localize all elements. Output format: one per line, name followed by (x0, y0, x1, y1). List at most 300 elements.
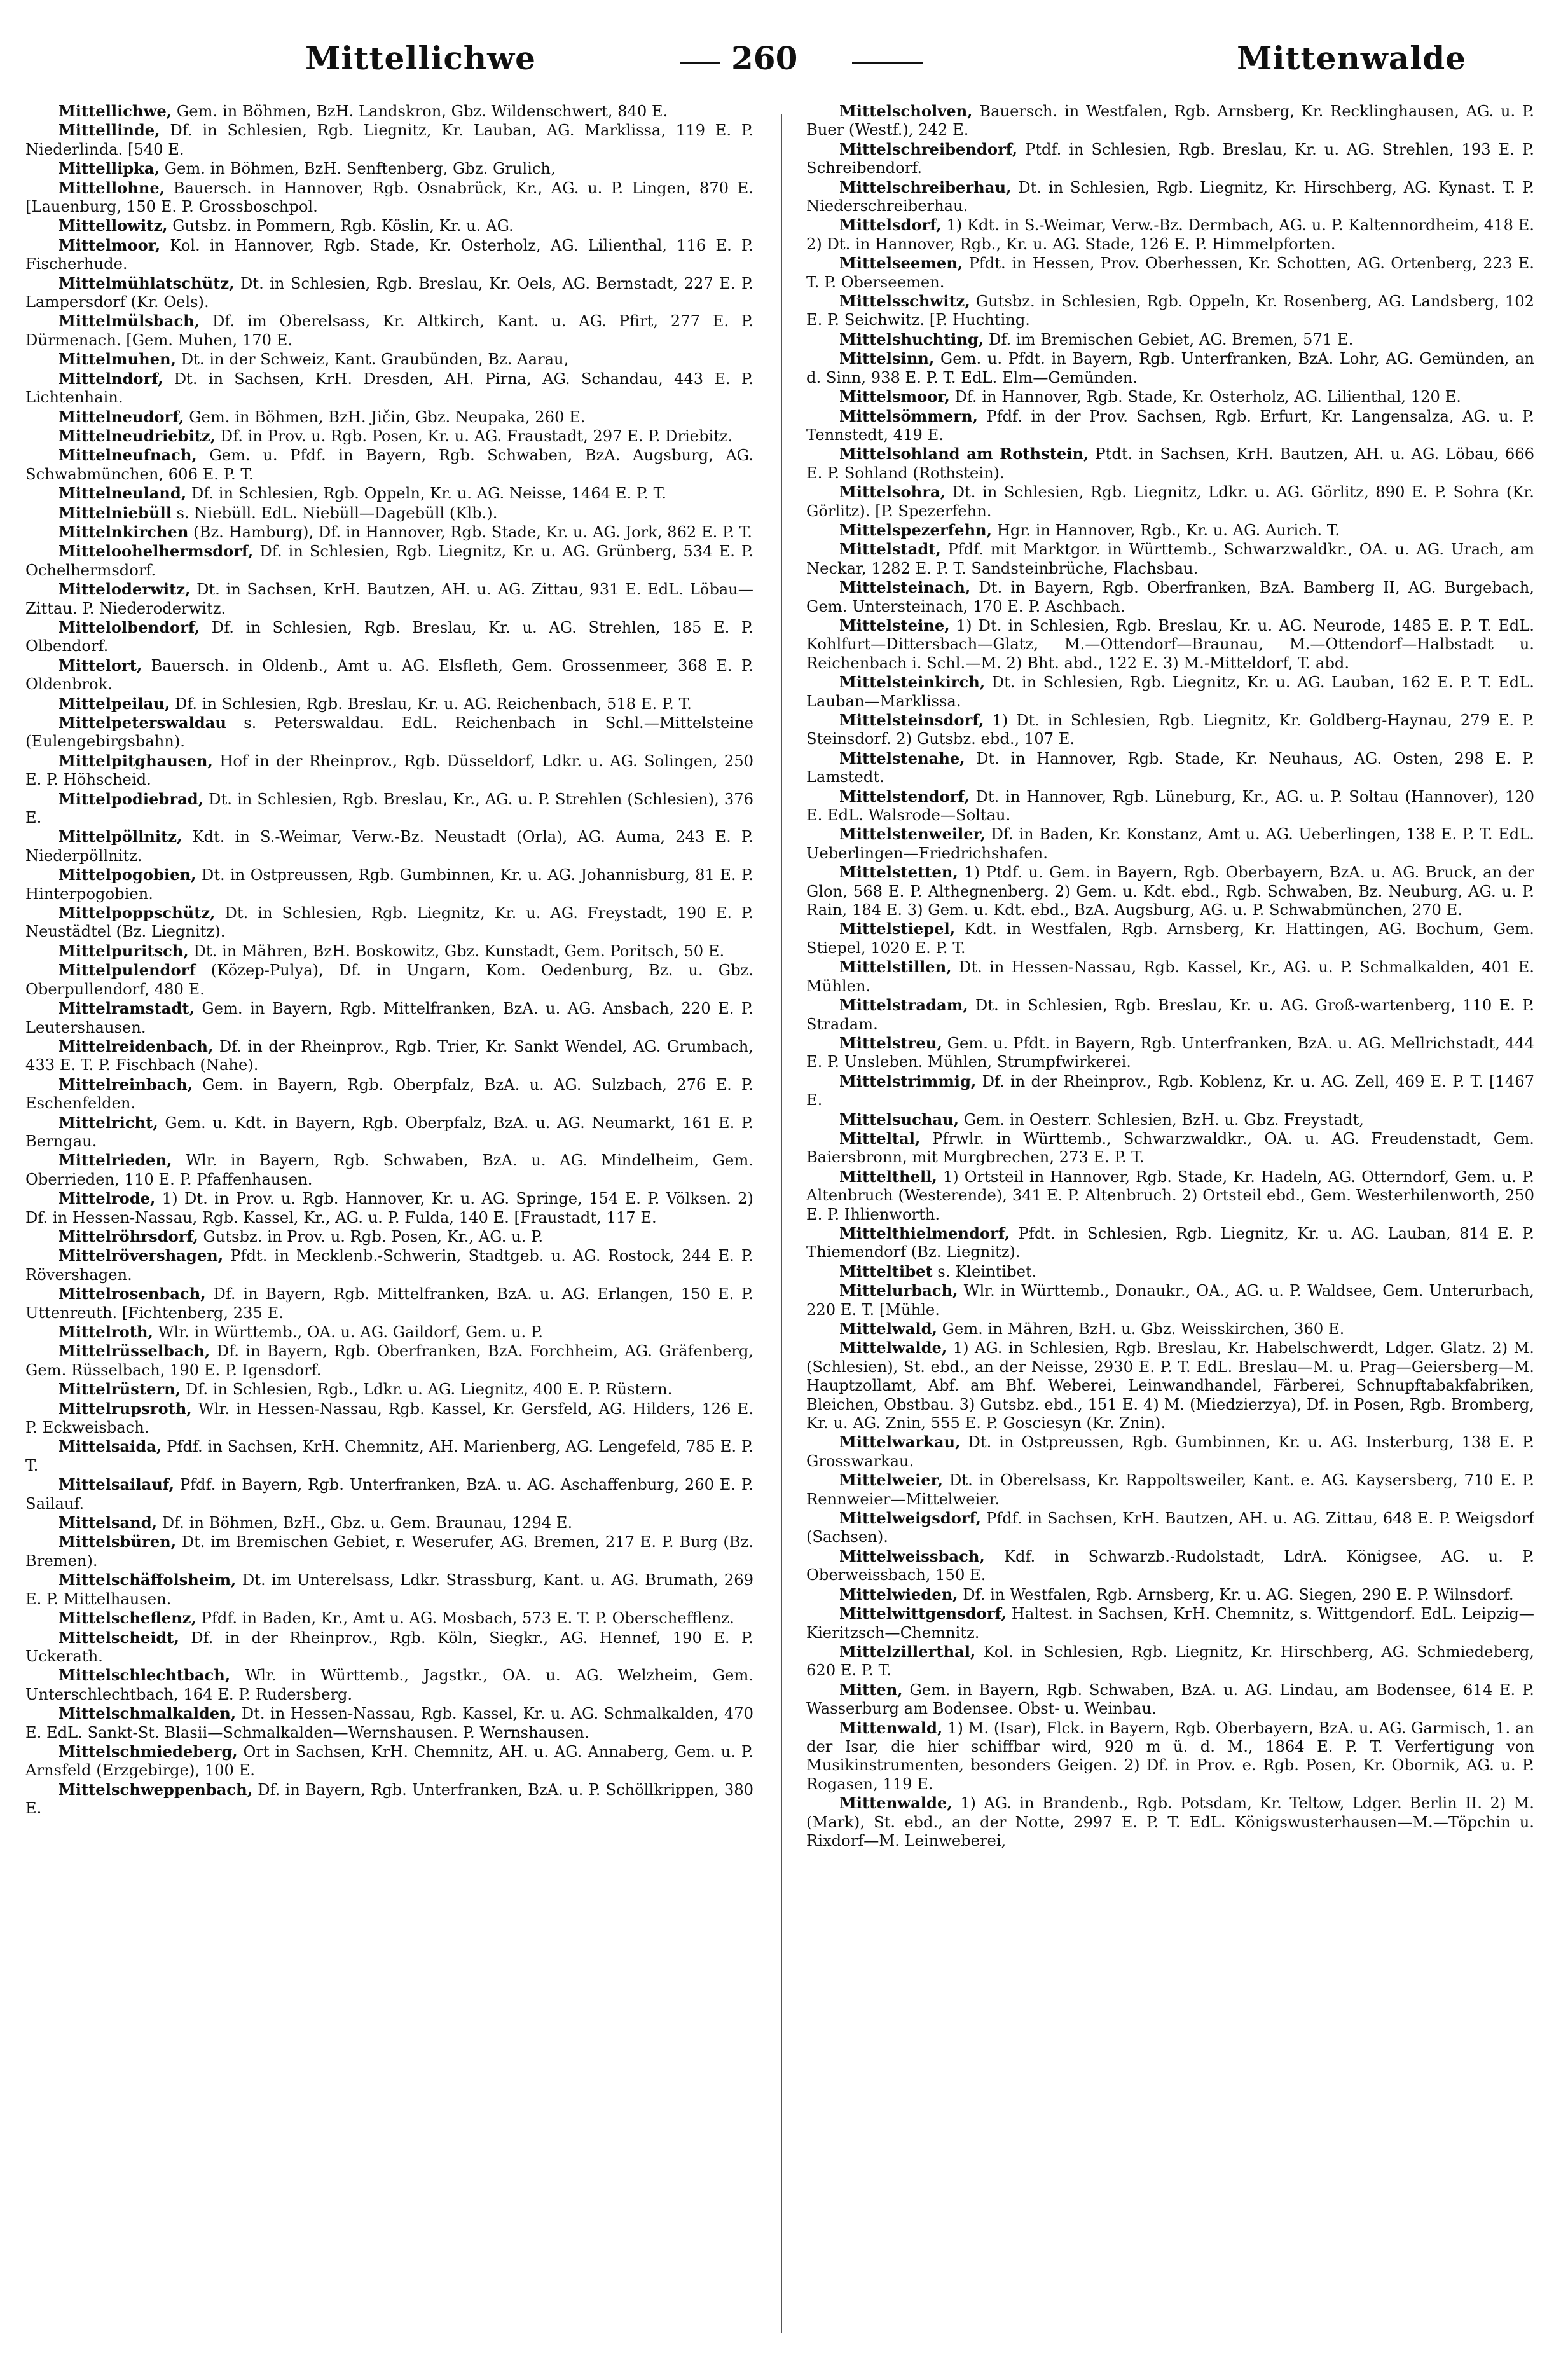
entry-headword: Mittelsdorf, (839, 216, 942, 235)
entry-headword: Mittelröhrsdorf, (58, 1227, 198, 1246)
entry-headword: Mittelrode, (58, 1189, 156, 1208)
entry-headword: Mittelweier, (839, 1471, 944, 1490)
gazetteer-entry (806, 1224, 1534, 1262)
entry-headword: Mittelscheidt, (58, 1628, 179, 1647)
gazetteer-entry (806, 996, 1534, 1034)
entry-headword: Mittelrövershagen, (58, 1246, 224, 1265)
entry-headword: Mittelshuchting, (839, 329, 984, 348)
gazetteer-entry (806, 292, 1534, 330)
gazetteer-entry (25, 1704, 753, 1742)
entry-headword: Mittelneufnach, (58, 446, 197, 465)
entry-text: Dt. in Ostpreussen, Rgb. Gumbinnen, Kr. u. AG. Insterburg, 138 E. P. Grosswarkau. (806, 1433, 1534, 1470)
gazetteer-entry (806, 521, 1534, 540)
entry-text: Df. in Baden, Kr. Konstanz, Amt u. AG. Ueberlingen, 138 E. P. T. EdL. Ueberlingen—Friedrichshafen. (806, 825, 1534, 862)
entry-headword: Mittelreinbach, (58, 1075, 193, 1094)
header-left-keyword: Mittellichwe (305, 39, 536, 77)
entry-headword: Mittelramstadt, (58, 999, 195, 1018)
entry-text: Dt. in Hannover, Rgb. Stade, Kr. Neuhaus, AG. Osten, 298 E. P. Lamstedt. (806, 749, 1534, 787)
gazetteer-entry (806, 1034, 1534, 1072)
entry-text: Dt. in Hannover, Rgb. Lüneburg, Kr., AG. u. P. Soltau (Hannover), 120 E. EdL. Walsrode—Soltau. (806, 787, 1534, 825)
entry-text: Wlr. in Württemb., Donaukr., OA., AG. u. P. Waldsee, Gem. Unterurbach, 220 E. T. [Mühle. (806, 1282, 1534, 1319)
entry-headword: Mittelneuland, (58, 484, 187, 503)
entry-headword: Mittelpogobien, (58, 865, 196, 884)
header-dash-right (852, 62, 923, 64)
entry-headword: Mittelsohra, (839, 483, 946, 502)
entry-headword: Mittellichwe, (58, 102, 172, 120)
entry-text: Df. in Schlesien, Rgb., Ldkr. u. AG. Liegnitz, 400 E. P. Rüstern. (181, 1380, 673, 1399)
gazetteer-entry (806, 1262, 1534, 1281)
gazetteer-entry (806, 1509, 1534, 1547)
entry-text: Df. in der Rheinprov., Rgb. Trier, Kr. Sankt Wendel, AG. Grumbach, 433 E. T. P. Fischbach (Nahe). (25, 1037, 753, 1075)
page-number: 260 (731, 39, 798, 77)
entry-text: Kol. in Schlesien, Rgb. Liegnitz, Kr. Hirschberg, AG. Schmiedeberg, 620 E. P. T. (806, 1642, 1534, 1680)
gazetteer-entry (25, 1189, 753, 1227)
gazetteer-entry (25, 1227, 753, 1246)
entry-text: Dt. in Schlesien, Rgb. Liegnitz, Kr. u. AG. Freystadt, 190 E. P. Neustädtel (Bz. Liegnitz). (25, 904, 753, 941)
gazetteer-entry (806, 1338, 1534, 1433)
entry-text: 1) Dt. in Prov. u. Rgb. Hannover, Kr. u. AG. Springe, 154 E. P. Völksen. 2) Df. in Hessen-Nassau, Rgb. Kassel, Kr., AG. u. P. Fulda, 140 E. [Fraustadt, 117 E. (25, 1190, 753, 1227)
entry-text: Df. in Bayern, Rgb. Unterfranken, BzA. u. P. Schöllkrippen, 380 E. (25, 1780, 753, 1818)
entry-headword: Mittelrüsselbach, (58, 1342, 210, 1361)
entry-headword: Mittelwieden, (839, 1584, 958, 1604)
entry-headword: Mittelpodiebrad, (58, 789, 204, 808)
entry-text: Df. in Schlesien, Rgb. Breslau, Kr. u. AG. Reichenbach, 518 E. P. T. (170, 694, 692, 713)
entry-headword: Mittelzillerthal, (839, 1642, 976, 1661)
entry-text: Df. in Bayern, Rgb. Oberfranken, BzA. Forchheim, AG. Gräfenberg, Gem. Rüsselbach, 190 E. P. Igensdorf. (25, 1342, 753, 1379)
entry-text: Dt. in Hessen-Nassau, Rgb. Kassel, Kr. u. AG. Schmalkalden, 470 E. EdL. Sankt-St. Blasii—Schmalkalden—Wernshausen. P. Wernshausen. (25, 1705, 753, 1742)
gazetteer-entry (25, 1323, 753, 1342)
entry-text: 1) Dt. in Schlesien, Rgb. Breslau, Kr. u. AG. Neurode, 1485 E. P. T. EdL. Kohlfurt—Dittersbach—Glatz, M.—Ottendorf—Braunau, M.—Ottendorf—Halbstadt u. Reichenbach i. Schl.—M. 2) Bht. abd., 122 E. 3) M.-Mitteldorf, T. abd. (806, 616, 1534, 672)
gazetteer-entry (25, 1380, 753, 1399)
gazetteer-entry (25, 865, 753, 904)
entry-headword: Mittelpitghausen, (58, 751, 213, 770)
entry-headword: Mittelmülsbach, (58, 312, 200, 331)
entry-headword: Mittelwald, (839, 1319, 937, 1338)
entry-text: Dt. in Sachsen, KrH. Bautzen, AH. u. AG. Zittau, 931 E. EdL. Löbau—Zittau. P. Niederoderwitz. (25, 581, 753, 617)
gazetteer-entry (806, 254, 1534, 292)
entry-headword: Mittelschreibendorf, (839, 139, 1018, 158)
entry-text: Dt. in Mähren, BzH. Boskowitz, Gbz. Kunstadt, Gem. Poritsch, 50 E. (188, 942, 725, 960)
gazetteer-entry (25, 1151, 753, 1189)
entry-headword: Mittelroth, (58, 1323, 153, 1341)
gazetteer-entry (25, 1342, 753, 1380)
entry-headword: Mittelnkirchen (58, 522, 189, 541)
gazetteer-entry (25, 504, 753, 523)
entry-text: Df. im Bremischen Gebiet, AG. Bremen, 571 E. (984, 330, 1354, 348)
gazetteer-entry (25, 1075, 753, 1113)
entry-text: Df. in Bayern, Rgb. Mittelfranken, BzA. u. AG. Erlangen, 150 E. P. Uttenreuth. [Fichtenberg, 235 E. (25, 1285, 753, 1322)
entry-headword: Mittelstradam, (839, 996, 968, 1015)
gazetteer-entry (806, 1642, 1534, 1680)
entry-text: Hof in der Rheinprov., Rgb. Düsseldorf, Ldkr. u. AG. Solingen, 250 E. P. Höhscheid. (25, 752, 753, 789)
gazetteer-entry (806, 216, 1534, 254)
gazetteer-entry (25, 1532, 753, 1570)
entry-text: Gem. u. Pfdt. in Bayern, Rgb. Unterfranken, BzA. u. AG. Mellrichstadt, 444 E. P. Unsleben. Mühlen, Strumpfwirkerei. (806, 1034, 1534, 1071)
entry-headword: Mittelsmoor, (839, 387, 950, 406)
gazetteer-entry (806, 1110, 1534, 1129)
gazetteer-entry (806, 711, 1534, 749)
gazetteer-entry (25, 1113, 753, 1151)
entry-text: Dt. in Oberelsass, Kr. Rappoltsweiler, Kant. e. AG. Kaysersberg, 710 E. P. Rennweier—Mittelweier. (806, 1471, 1534, 1508)
entry-text: s. Niebüll. EdL. Niebüll—Dagebüll (Klb.). (171, 504, 498, 522)
entry-text: Df. in Hannover, Rgb. Stade, Kr. Osterholz, AG. Lilienthal, 120 E. (949, 388, 1461, 406)
gazetteer-entry (25, 1399, 753, 1438)
entry-headword: Mittelsteinsdorf, (839, 711, 984, 729)
gazetteer-entry (25, 102, 753, 121)
entry-text: Hgr. in Hannover, Rgb., Kr. u. AG. Aurich. T. (992, 521, 1340, 539)
gazetteer-entry (806, 1319, 1534, 1338)
entry-text: Df. im Oberelsass, Kr. Altkirch, Kant. u. AG. Pfirt, 277 E. P. Dürmenach. [Gem. Muhen, 170 E. (25, 312, 753, 349)
gazetteer-entry (806, 349, 1534, 387)
gazetteer-entry (806, 540, 1534, 578)
entry-text: Gem. in Bayern, Rgb. Mittelfranken, BzA. u. AG. Ansbach, 220 E. P. Leutershausen. (25, 1000, 753, 1036)
entry-text: Bauersch. in Hannover, Rgb. Osnabrück, Kr., AG. u. P. Lingen, 870 E. [Lauenburg, 150 E. P. Grossboschpol. (25, 179, 753, 216)
entry-text: Pfdf. in Sachsen, KrH. Bautzen, AH. u. AG. Zittau, 648 E. P. Weigsdorf (Sachsen). (806, 1509, 1534, 1546)
entry-headword: Mittelschmiedeberg, (58, 1742, 238, 1761)
entry-text: 1) Ptdf. u. Gem. in Bayern, Rgb. Oberbayern, BzA. u. AG. Bruck, an der Glon, 568 E. P. Althegnenberg. 2) Gem. u. Kdt. ebd., Rgb. Schwaben, Bz. Neuburg, AG. u. P. Rain, 184 E. 3) Gem. u. Kdt. ebd., BzA. Augsburg, AG. u. P. Schwabmünchen, 270 E. (806, 863, 1534, 919)
entry-text: Dt. in Schlesien, Rgb. Liegnitz, Kr. u. AG. Lauban, 162 E. P. T. EdL. Lauban—Marklissa. (806, 673, 1534, 710)
entry-text: Haltest. in Sachsen, KrH. Chemnitz, s. Wittgendorf. EdL. Leipzig—Kieritzsch—Chemnitz. (806, 1605, 1534, 1642)
gazetteer-entry (806, 578, 1534, 616)
gazetteer-entry (806, 958, 1534, 996)
entry-headword: Mittelstenweiler, (839, 825, 986, 844)
gazetteer-entry (25, 694, 753, 713)
entry-text: Dt. in Schlesien, Rgb. Breslau, Kr. u. AG. Groß-wartenberg, 110 E. P. Stradam. (806, 996, 1534, 1033)
gazetteer-entry (25, 159, 753, 178)
entry-text: Gem. u. Pfdf. in Bayern, Rgb. Schwaben, BzA. Augsburg, AG. Schwabmünchen, 606 E. P. T. (25, 446, 753, 483)
gazetteer-entry (25, 1284, 753, 1323)
entry-headword: Mittelstiepel, (839, 919, 956, 938)
entry-headword: Mittelstillen, (839, 958, 952, 977)
gazetteer-entry (25, 752, 753, 790)
entry-headword: Mittelrüstern, (58, 1380, 181, 1399)
entry-text: Bauersch. in Oldenb., Amt u. AG. Elsfleth, Gem. Grossenmeer, 368 E. P. Oldenbrok. (25, 656, 753, 694)
gazetteer-entry (25, 1609, 753, 1628)
entry-headword: Mittelsteine, (839, 615, 950, 635)
entry-headword: Mittelthell, (839, 1167, 937, 1186)
entry-text: Dt. im Bremischen Gebiet, r. Weserufer, AG. Bremen, 217 E. P. Burg (Bz. Bremen). (25, 1533, 753, 1570)
gazetteer-entry (25, 427, 753, 446)
gazetteer-entry (25, 121, 753, 159)
entry-text: Wlr. in Bayern, Rgb. Schwaben, BzA. u. AG. Mindelheim, Gem. Oberrieden, 110 E. P. Pfaffenhausen. (25, 1151, 753, 1188)
gazetteer-entry (25, 523, 753, 542)
gazetteer-entry (806, 1604, 1534, 1642)
entry-text: Gutsbz. in Pommern, Rgb. Köslin, Kr. u. AG. (167, 217, 514, 235)
entry-headword: Mittelstadt, (839, 540, 941, 559)
entry-text: 1) M. (Isar), Flck. in Bayern, Rgb. Oberbayern, BzA. u. AG. Garmisch, 1. an der Isar, die hier schiffbar wird, 920 m ü. d. M., 1864 E. P. T. Verfertigung von Musikinstrumenten, besonders Geigen. 2) Df. in Prov. e. Rgb. Posen, Kr. Obornik, AG. u. P. Rogasen, 119 E. (806, 1719, 1534, 1793)
entry-text: Ptdf. in Schlesien, Rgb. Breslau, Kr. u. AG. Strehlen, 193 E. P. Schreibendorf. (806, 140, 1534, 177)
entry-text: Ptdt. in Sachsen, KrH. Bautzen, AH. u. AG. Löbau, 666 E. P. Sohland (Rothstein). (806, 445, 1534, 482)
entry-headword: Mittelsand, (58, 1513, 158, 1532)
entry-text: Gutsbz. in Schlesien, Rgb. Oppeln, Kr. Rosenberg, AG. Landsberg, 102 E. P. Seichwitz. [P. Huchting. (806, 292, 1534, 329)
gazetteer-entry (806, 787, 1534, 825)
entry-text: 1) Dt. in Schlesien, Rgb. Liegnitz, Kr. Goldberg-Haynau, 279 E. P. Steinsdorf. 2) Gutsbz. ebd., 107 E. (806, 711, 1534, 748)
entry-headword: Mitten, (839, 1680, 903, 1699)
entry-text: Ort in Sachsen, KrH. Chemnitz, AH. u. AG. Annaberg, Gem. u. P. Arnsfeld (Erzgebirge), 100 E. (25, 1742, 753, 1780)
gazetteer-entry (25, 236, 753, 274)
entry-text: Gem. in Böhmen, BzH. Senftenberg, Gbz. Grulich, (160, 160, 556, 178)
entry-headword: Mittelstrimmig, (839, 1071, 977, 1090)
entry-headword: Mittelpuritsch, (58, 941, 189, 960)
gazetteer-entry (25, 408, 753, 427)
entry-headword: Mittellinde, (58, 121, 160, 140)
entry-text: Df. in Schlesien, Rgb. Breslau, Kr. u. AG. Strehlen, 185 E. P. Olbendorf. (25, 618, 753, 656)
entry-headword: Mittelrosenbach, (58, 1284, 206, 1303)
entry-headword: Mittelneudorf, (58, 407, 184, 426)
gazetteer-entry (25, 1037, 753, 1075)
gazetteer-entry (25, 656, 753, 694)
entry-headword: Mittellohne, (58, 178, 165, 197)
entry-text: Dt. in Schlesien, Rgb. Breslau, Kr., AG. u. P. Strehlen (Schlesien), 376 E. (25, 790, 753, 827)
gazetteer-entry (806, 1281, 1534, 1319)
entry-text: Wlr. in Hessen-Nassau, Rgb. Kassel, Kr. Gersfeld, AG. Hilders, 126 E. P. Eckweisbach. (25, 1399, 753, 1437)
entry-headword: Mittelsuchau, (839, 1110, 959, 1129)
gazetteer-entry (25, 961, 753, 999)
entry-headword: Mittelrieden, (58, 1151, 172, 1170)
entry-headword: Mitteltibet (839, 1261, 933, 1281)
gazetteer-entry (25, 580, 753, 618)
entry-headword: Mittelseemen, (839, 254, 963, 273)
entry-headword: Mittelort, (58, 656, 142, 675)
entry-text: (Közep-Pulya), Df. in Ungarn, Kom. Oedenburg, Bz. u. Gbz. Oberpullendorf, 480 E. (25, 961, 753, 998)
entry-headword: Mittelwittgensdorf, (839, 1604, 1007, 1623)
entry-text: Dt. in Schlesien, Rgb. Liegnitz, Ldkr. u. AG. Görlitz, 890 E. P. Sohra (Kr. Görlitz). [P. Spezerfehn. (806, 483, 1534, 520)
gazetteer-entry (806, 178, 1534, 216)
gazetteer-entry (25, 1475, 753, 1513)
entry-headword: Mittelscholven, (839, 102, 973, 120)
gazetteer-entry (25, 484, 753, 503)
entry-text: Pfdf. in Bayern, Rgb. Unterfranken, BzA. u. AG. Aschaffenburg, 260 E. P. Sailauf. (25, 1476, 753, 1513)
entry-headword: Mittelstendorf, (839, 787, 970, 806)
entry-text: Pfdf. in der Prov. Sachsen, Rgb. Erfurt, Kr. Langensalza, AG. u. P. Tennstedt, 419 E. (806, 407, 1534, 444)
entry-text: Dt. in Ostpreussen, Rgb. Gumbinnen, Kr. u. AG. Johannisburg, 81 E. P. Hinterpogobien. (25, 866, 753, 903)
gazetteer-entry (806, 1794, 1534, 1850)
entry-text: Dt. in Hessen-Nassau, Rgb. Kassel, Kr., AG. u. P. Schmalkalden, 401 E. Mühlen. (806, 958, 1534, 995)
gazetteer-entry (806, 616, 1534, 673)
entry-headword: Mittelpoppschütz, (58, 904, 216, 923)
gazetteer-entry (25, 1780, 753, 1818)
gazetteer-entry (25, 713, 753, 752)
entry-text: s. Kleintibet. (932, 1262, 1037, 1281)
entry-text: Gem. in Böhmen, BzH. Landskron, Gbz. Wildenschwert, 840 E. (172, 102, 668, 120)
gazetteer-entry (806, 1167, 1534, 1224)
entry-text: Pfdt. in Schlesien, Rgb. Liegnitz, Kr. u. AG. Lauban, 814 E. P. Thiemendorf (Bz. Liegnitz). (806, 1224, 1534, 1261)
gazetteer-entry (25, 274, 753, 312)
entry-text: Pfdt. in Hessen, Prov. Oberhessen, Kr. Schotten, AG. Ortenberg, 223 E. T. P. Oberseemen. (806, 254, 1534, 291)
entry-text: Kdt. in S.-Weimar, Verw.-Bz. Neustadt (Orla), AG. Auma, 243 E. P. Niederpöllnitz. (25, 828, 753, 865)
entry-text: (Bz. Hamburg), Df. in Hannover, Rgb. Stade, Kr. u. AG. Jork, 862 E. P. T. (188, 523, 752, 541)
entry-text: Dt. in der Schweiz, Kant. Graubünden, Bz. Aarau, (176, 350, 569, 369)
gazetteer-entry (25, 1437, 753, 1475)
entry-headword: Mittelschmalkalden, (58, 1704, 237, 1723)
entry-headword: Mittelspezerfehn, (839, 520, 993, 539)
gazetteer-entry (25, 1570, 753, 1609)
entry-headword: Mittellowitz, (58, 216, 168, 235)
gazetteer-entry (806, 1585, 1534, 1604)
entry-text: 1) AG. in Brandenb., Rgb. Potsdam, Kr. Teltow, Ldger. Berlin II. 2) M. (Mark), St. ebd., an der Notte, 2997 E. P. T. EdL. Königswusterhausen—M.—Töpchin u. Rixdorf—M. Leinweberei, (806, 1794, 1534, 1850)
entry-headword: Mittelsömmern, (839, 406, 978, 425)
entry-headword: Mittelweissbach, (839, 1546, 985, 1565)
entry-headword: Mittelmoor, (58, 235, 161, 254)
entry-text: Df. in Schlesien, Rgb. Liegnitz, Kr. u. AG. Grünberg, 534 E. P. Ochelhermsdorf. (25, 542, 753, 579)
entry-headword: Mittelschweppenbach, (58, 1780, 253, 1799)
gazetteer-entry (25, 1246, 753, 1284)
entry-headword: Mittellipka, (58, 159, 160, 178)
entry-text: Bauersch. in Westfalen, Rgb. Arnsberg, Kr. Recklinghausen, AG. u. P. Buer (Westf.), 242 E. (806, 102, 1534, 139)
entry-headword: Mittelsschwitz, (839, 292, 970, 311)
entry-text: Gem. in Bayern, Rgb. Oberpfalz, BzA. u. AG. Sulzbach, 276 E. P. Eschenfelden. (25, 1075, 753, 1113)
entry-headword: Mittelsinn, (839, 349, 935, 368)
entry-text: Df. in der Rheinprov., Rgb. Koblenz, Kr. u. AG. Zell, 469 E. P. T. [1467 E. (806, 1072, 1534, 1110)
entry-headword: Mittelreidenbach, (58, 1036, 214, 1055)
entry-headword: Mittelstenahe, (839, 748, 965, 767)
entry-text: Df. in der Rheinprov., Rgb. Köln, Siegkr., AG. Hennef, 190 E. P. Uckerath. (25, 1628, 753, 1665)
page-header (45, 39, 1523, 90)
entry-headword: Mittelmuhen, (58, 350, 177, 369)
entry-text: Gem. in Mähren, BzH. u. Gbz. Weisskirchen, 360 E. (937, 1320, 1345, 1338)
entry-text: 1) Ortsteil in Hannover, Rgb. Stade, Kr. Hadeln, AG. Otterndorf, Gem. u. P. Altenbruch (Westerende), 341 E. P. Altenbruch. 2) Ortsteil ebd., Gem. Westerhilenworth, 250 E. P. Ihlienworth. (806, 1167, 1534, 1223)
entry-headword: Mittelsaida, (58, 1437, 162, 1456)
entry-headword: Mitteltal, (839, 1129, 921, 1148)
entry-text: Wlr. in Württemb., OA. u. AG. Gaildorf, Gem. u. P. (153, 1323, 543, 1341)
gazetteer-entry (806, 1433, 1534, 1471)
entry-text: Gem. u. Kdt. in Bayern, Rgb. Oberpfalz, BzA. u. AG. Neumarkt, 161 E. P. Berngau. (25, 1113, 753, 1150)
column-divider (781, 114, 782, 2333)
entry-text: Gem. in Böhmen, BzH. Jičin, Gbz. Neupaka, 260 E. (184, 408, 586, 426)
right-column (806, 102, 1534, 2353)
entry-headword: Mittelniebüll (58, 503, 172, 522)
entry-text: Gem. in Oesterr. Schlesien, BzH. u. Gbz. Freystadt, (959, 1110, 1364, 1129)
entry-text: Kol. in Hannover, Rgb. Stade, Kr. Osterholz, AG. Lilienthal, 116 E. P. Fischerhude. (25, 236, 753, 273)
gazetteer-entry (25, 446, 753, 484)
gazetteer-entry (806, 1680, 1534, 1719)
gazetteer-entry (25, 216, 753, 235)
entry-headword: Mittelpöllnitz, (58, 827, 182, 846)
gazetteer-entry (806, 1719, 1534, 1794)
gazetteer-entry (806, 749, 1534, 787)
entry-text: s. Peterswaldau. EdL. Reichenbach in Schl.—Mittelsteine (Eulengebirgsbahn). (25, 714, 753, 751)
entry-text: Df. in Böhmen, BzH., Gbz. u. Gem. Braunau, 1294 E. (157, 1514, 573, 1532)
gazetteer-entry (806, 102, 1534, 140)
entry-text: Pfrwlr. in Württemb., Schwarzwaldkr., OA. u. AG. Freudenstadt, Gem. Baiersbronn, mit Murgbrechen, 273 E. P. T. (806, 1129, 1534, 1167)
gazetteer-entry (806, 483, 1534, 521)
entry-text: Kdf. in Schwarzb.-Rudolstadt, LdrA. Königsee, AG. u. P. Oberweissbach, 150 E. (806, 1547, 1534, 1584)
entry-headword: Mittelolbendorf, (58, 617, 200, 636)
gazetteer-entry (806, 1471, 1534, 1509)
gazetteer-entry (25, 312, 753, 350)
entry-headword: Mittelurbach, (839, 1281, 958, 1300)
gazetteer-entry (806, 140, 1534, 178)
entry-headword: Mittelschlechtbach, (58, 1666, 231, 1685)
gazetteer-entry (806, 387, 1534, 406)
entry-headword: Mittelsteinkirch, (839, 673, 986, 692)
gazetteer-entry (806, 407, 1534, 445)
gazetteer-entry (25, 942, 753, 961)
gazetteer-entry (25, 179, 753, 217)
gazetteer-entry (25, 542, 753, 580)
gazetteer-entry (806, 1129, 1534, 1167)
gazetteer-entry (806, 330, 1534, 349)
entry-text: Df. in Prov. u. Rgb. Posen, Kr. u. AG. Fraustadt, 297 E. P. Driebitz. (216, 427, 733, 445)
entry-headword: Mittelpulendorf (58, 961, 196, 980)
entry-headword: Mittelschreiberhau, (839, 177, 1012, 196)
entry-text: Dt. in Schlesien, Rgb. Breslau, Kr. Oels, AG. Bernstadt, 227 E. P. Lampersdorf (Kr. Oels). (25, 274, 753, 312)
gazetteer-entry (25, 790, 753, 828)
entry-headword: Mittenwalde, (839, 1794, 952, 1813)
entry-text: 1) AG. in Schlesien, Rgb. Breslau, Kr. Habelschwerdt, Ldger. Glatz. 2) M. (Schlesien), St. ebd., an der Neisse, 2930 E. P. T. EdL. Breslau—M. u. Prag—Geiersberg—M. Hauptzollamt, Abf. am Bhf. Weberei, Leinwandhandel, Färberei, Schnupftabakfabriken, Bleichen, Obstbau. 3) Gutsbz. ebd., 151 E. 4) M. (Miedzierzya), Df. in Posen, Rgb. Bromberg, Kr. u. AG. Znin, 555 E. P. Gosciesyn (Kr. Znin). (806, 1339, 1534, 1433)
entry-text: Gem. in Bayern, Rgb. Schwaben, BzA. u. AG. Lindau, am Bodensee, 614 E. P. Wasserburg am Bodensee. Obst- u. Weinbau. (806, 1680, 1534, 1718)
gazetteer-entry (25, 1742, 753, 1780)
entry-headword: Mittelscheflenz, (58, 1609, 196, 1628)
entry-text: Pfdf. mit Marktgor. in Württemb., Schwarzwaldkr., OA. u. AG. Urach, am Neckar, 1282 E. P. T. Sandsteinbrüche, Flachsbau. (806, 540, 1534, 577)
entry-text: Gutsbz. in Prov. u. Rgb. Posen, Kr., AG. u. P. (198, 1227, 544, 1246)
gazetteer-entry (806, 863, 1534, 919)
gazetteer-entry (25, 827, 753, 865)
gazetteer-entry (25, 904, 753, 942)
header-dash-left (680, 62, 720, 64)
entry-text: Pfdf. in Sachsen, KrH. Chemnitz, AH. Marienberg, AG. Lengefeld, 785 E. P. T. (25, 1438, 753, 1474)
entry-text: Dt. in Schlesien, Rgb. Liegnitz, Kr. Hirschberg, AG. Kynast. T. P. Niederschreiberhau. (806, 178, 1534, 216)
entry-headword: Mittelsbüren, (58, 1532, 177, 1551)
entry-headword: Mittelricht, (58, 1113, 158, 1132)
entry-headword: Mittelmühlatschütz, (58, 273, 235, 292)
entry-headword: Mittelpeterswaldau (58, 713, 226, 732)
entry-text: Pfdt. in Mecklenb.-Schwerin, Stadtgeb. u. AG. Rostock, 244 E. P. Rövershagen. (25, 1247, 753, 1284)
gazetteer-entry (806, 673, 1534, 711)
entry-headword: Mittelwalde, (839, 1338, 947, 1357)
entry-text: Wlr. in Württemb., Jagstkr., OA. u. AG. Welzheim, Gem. Unterschlechtbach, 164 E. P. Rudersberg. (25, 1667, 753, 1703)
gazetteer-entry (806, 1072, 1534, 1110)
header-right-keyword: Mittenwalde (1237, 39, 1466, 77)
entry-headword: Mitteloderwitz, (58, 580, 191, 599)
entry-text: Df. in Westfalen, Rgb. Arnsberg, Kr. u. AG. Siegen, 290 E. P. Wilnsdorf. (958, 1585, 1514, 1604)
entry-headword: Mittelstetten, (839, 863, 958, 882)
gazetteer-entry (25, 1628, 753, 1667)
entry-headword: Mittelndorf, (58, 369, 163, 388)
entry-headword: Mittelweigsdorf, (839, 1509, 981, 1528)
gazetteer-entry (806, 444, 1534, 483)
entry-headword: Mittelschäffolsheim, (58, 1570, 237, 1590)
gazetteer-entry (25, 1513, 753, 1532)
entry-headword: Mittelsailauf, (58, 1475, 175, 1494)
entry-headword: Mittelrupsroth, (58, 1399, 192, 1418)
gazetteer-entry (806, 1547, 1534, 1585)
entry-headword: Mittelwarkau, (839, 1433, 961, 1452)
gazetteer-entry (806, 825, 1534, 863)
entry-headword: Mittelstreu, (839, 1033, 942, 1052)
entry-text: Dt. in Bayern, Rgb. Oberfranken, BzA. Bamberg II, AG. Burgebach, Gem. Untersteinach, 170 E. P. Aschbach. (806, 579, 1534, 615)
entry-headword: Mittelpeilau, (58, 694, 170, 713)
gazetteer-entry (25, 350, 753, 369)
entry-text: Kdt. in Westfalen, Rgb. Arnsberg, Kr. Hattingen, AG. Bochum, Gem. Stiepel, 1020 E. P. T. (806, 920, 1534, 957)
entry-text: Df. in Schlesien, Rgb. Oppeln, Kr. u. AG. Neisse, 1464 E. P. T. (186, 485, 666, 503)
gazetteer-entry (25, 618, 753, 656)
entry-text: Dt. im Unterelsass, Ldkr. Strassburg, Kant. u. AG. Brumath, 269 E. P. Mittelhausen. (25, 1571, 753, 1608)
entry-headword: Mittelneudriebitz, (58, 426, 216, 445)
entry-headword: Mittelthielmendorf, (839, 1223, 1010, 1242)
gazetteer-entry (25, 1666, 753, 1704)
entry-text: 1) Kdt. in S.-Weimar, Verw.-Bz. Dermbach, AG. u. P. Kaltennordheim, 418 E. 2) Dt. in Hannover, Rgb., Kr. u. AG. Stade, 126 E. P. Himmelpforten. (806, 216, 1534, 253)
gazetteer-entry (806, 919, 1534, 958)
entry-headword: Mittenwald, (839, 1718, 943, 1737)
entry-text: Dt. in Sachsen, KrH. Dresden, AH. Pirna, AG. Schandau, 443 E. P. Lichtenhain. (25, 369, 753, 407)
entry-headword: Mitteloohelhermsdorf, (58, 542, 254, 561)
entry-headword: Mittelsohland am Rothstein, (839, 444, 1089, 464)
entry-text: Df. in Schlesien, Rgb. Liegnitz, Kr. Lauban, AG. Marklissa, 119 E. P. Niederlinda. [540 E. (25, 121, 753, 158)
entry-text: Pfdf. in Baden, Kr., Amt u. AG. Mosbach, 573 E. T. P. Oberschefflenz. (196, 1609, 734, 1628)
left-column (25, 102, 753, 2353)
entry-text: Gem. u. Pfdt. in Bayern, Rgb. Unterfranken, BzA. Lohr, AG. Gemünden, an d. Sinn, 938 E. P. T. EdL. Elm—Gemünden. (806, 350, 1534, 387)
